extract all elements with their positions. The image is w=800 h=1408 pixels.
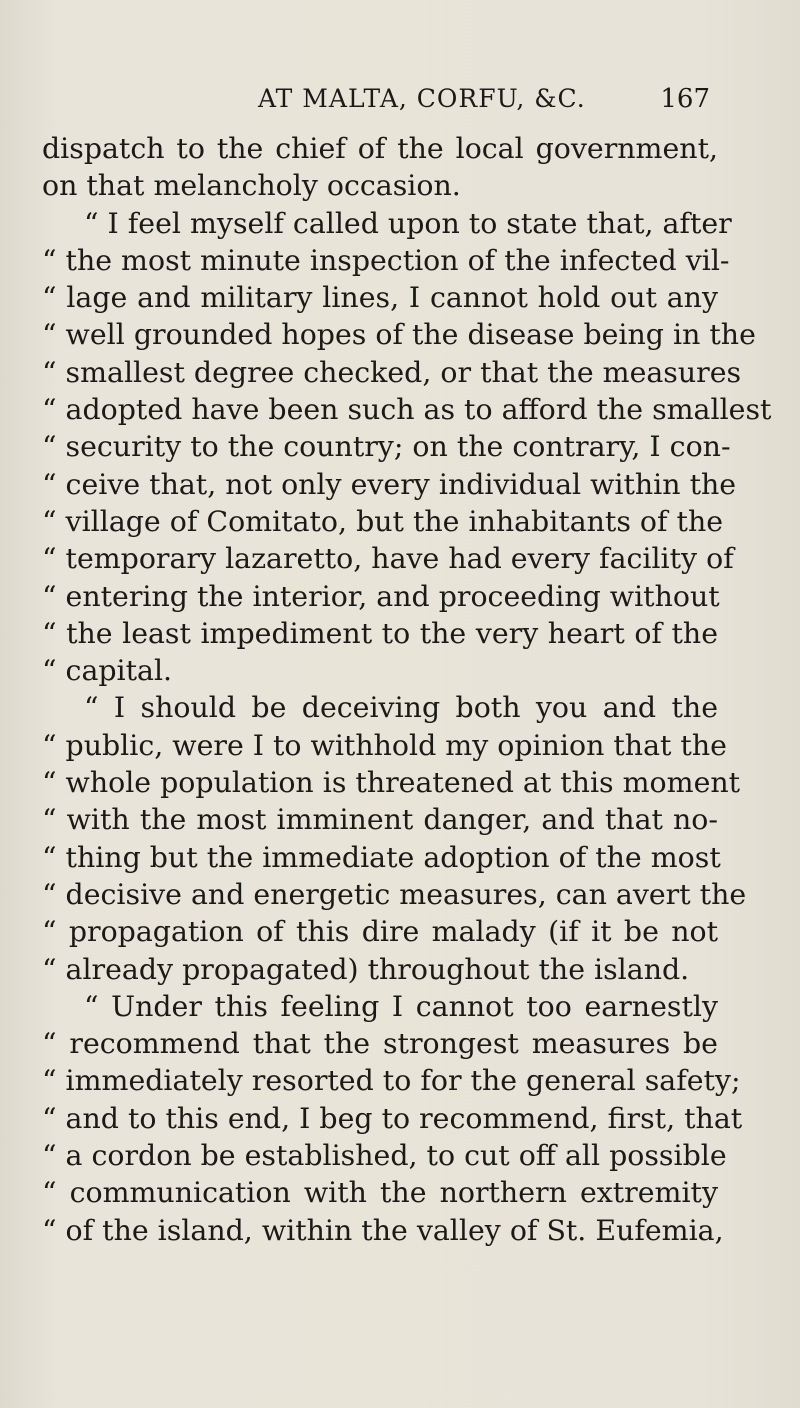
text-line-19: “ with the most imminent danger, and that no- — [42, 803, 718, 837]
text-line-18: “ whole population is threatened at this moment — [42, 766, 741, 800]
text-line-25: “ recommend that the strongest measures be — [42, 1027, 718, 1061]
text-line-20: “ thing but the immediate adoption of the most — [42, 840, 721, 874]
text-line-22: “ propagation of this dire malady (if it be not — [42, 915, 718, 949]
text-line-16: “ I should be deceiving both you and the — [84, 691, 718, 725]
text-line-2: on that melancholy occasion. — [42, 169, 461, 203]
text-line-17: “ public, were I to withhold my opinion that the — [42, 728, 727, 762]
running-head: AT MALTA, CORFU, &C. — [258, 84, 586, 113]
text-line-21: “ decisive and energetic measures, can avert the — [42, 877, 747, 911]
body-text — [42, 130, 772, 1249]
text-line-5: “ lage and military lines, I cannot hold out any — [42, 281, 718, 315]
text-line-13: “ entering the interior, and proceeding without — [42, 579, 720, 613]
text-line-12: “ temporary lazaretto, have had every facility of — [42, 542, 734, 576]
text-line-27: “ and to this end, I beg to recommend, first, that — [42, 1101, 743, 1135]
text-line-29: “ communication with the northern extremity — [42, 1176, 718, 1210]
text-line-6: “ well grounded hopes of the disease being in the — [42, 318, 756, 352]
text-line-11: “ village of Comitato, but the inhabitants of the — [42, 504, 724, 538]
text-line-1: dispatch to the chief of the local government, — [42, 132, 718, 165]
page-number: 167 — [660, 84, 710, 114]
text-line-24: “ Under this feeling I cannot too earnestly — [84, 989, 718, 1023]
text-line-28: “ a cordon be established, to cut off all possible — [42, 1139, 727, 1173]
text-line-23: “ already propagated) throughout the island. — [42, 952, 690, 986]
text-line-9: “ security to the country; on the contrary, I con- — [42, 430, 731, 464]
text-line-10: “ ceive that, not only every individual within the — [42, 467, 737, 501]
text-line-15: “ capital. — [42, 654, 173, 688]
text-line-8: “ adopted have been such as to afford the smallest — [42, 393, 772, 427]
text-line-30: “ of the island, within the valley of St. Eufemia, — [42, 1213, 724, 1247]
text-line-4: “ the most minute inspection of the infected vil- — [42, 243, 730, 277]
text-line-3: “ I feel myself called upon to state that, after — [84, 206, 732, 240]
text-line-14: “ the least impediment to the very heart of the — [42, 616, 718, 650]
page-header — [110, 84, 710, 124]
text-line-7: “ smallest degree checked, or that the measures — [42, 355, 742, 389]
text-line-26: “ immediately resorted to for the general safety; — [42, 1064, 741, 1098]
